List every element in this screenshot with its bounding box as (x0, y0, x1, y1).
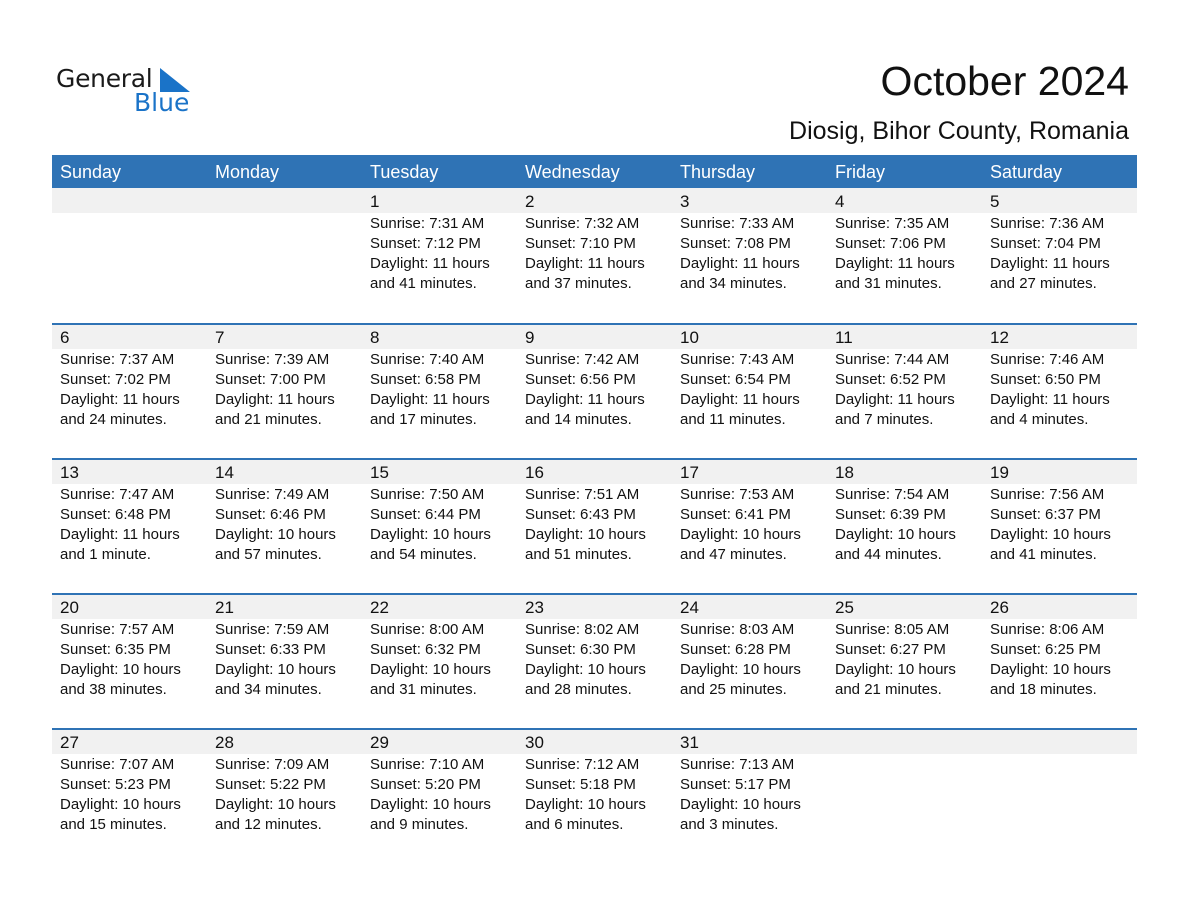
sunset-text: Sunset: 5:22 PM (215, 776, 326, 793)
daylight-minutes-text: and 18 minutes. (990, 681, 1097, 698)
sunset-text: Sunset: 6:58 PM (370, 371, 481, 388)
day-number: 22 (370, 598, 389, 617)
daylight-text: Daylight: 10 hours (60, 796, 181, 813)
day-number: 13 (60, 463, 79, 482)
week-row (52, 458, 1137, 593)
daylight-minutes-text: and 37 minutes. (525, 275, 632, 292)
day-number: 17 (680, 463, 699, 482)
daylight-minutes-text: and 12 minutes. (215, 816, 322, 833)
sunrise-text: Sunrise: 7:12 AM (525, 756, 640, 773)
day-number (835, 728, 982, 755)
day-number: 10 (680, 328, 699, 347)
day-cell (207, 323, 362, 430)
sunset-text: Sunset: 6:52 PM (835, 371, 946, 388)
day-cell (672, 728, 827, 835)
location-subtitle: Diosig, Bihor County, Romania (789, 117, 1129, 145)
day-cell (517, 728, 672, 835)
page-title: October 2024 (880, 58, 1129, 104)
calendar-grid (52, 155, 1137, 863)
daylight-text: Daylight: 11 hours (680, 255, 800, 272)
daylight-minutes-text: and 15 minutes. (60, 816, 167, 833)
sunset-text: Sunset: 6:56 PM (525, 371, 636, 388)
daylight-minutes-text: and 1 minute. (60, 546, 151, 563)
day-number: 19 (990, 463, 1009, 482)
day-number: 15 (370, 463, 389, 482)
daylight-text: Daylight: 11 hours (370, 391, 490, 408)
day-cell (827, 323, 982, 430)
daylight-minutes-text: and 41 minutes. (990, 546, 1097, 563)
sunrise-text: Sunrise: 7:09 AM (215, 756, 330, 773)
daylight-text: Daylight: 11 hours (525, 255, 645, 272)
sunset-text: Sunset: 6:35 PM (60, 641, 171, 658)
daylight-minutes-text: and 4 minutes. (990, 411, 1089, 428)
daylight-minutes-text: and 31 minutes. (370, 681, 477, 698)
daylight-minutes-text: and 31 minutes. (835, 275, 942, 292)
daylight-minutes-text: and 28 minutes. (525, 681, 632, 698)
daylight-text: Daylight: 10 hours (370, 526, 491, 543)
daylight-minutes-text: and 34 minutes. (215, 681, 322, 698)
day-number: 3 (680, 192, 690, 211)
sunrise-text: Sunrise: 7:49 AM (215, 486, 330, 503)
day-cell (982, 458, 1137, 565)
sunset-text: Sunset: 6:41 PM (680, 506, 791, 523)
sunset-text: Sunset: 7:06 PM (835, 235, 946, 252)
sunset-text: Sunset: 6:32 PM (370, 641, 481, 658)
daylight-text: Daylight: 10 hours (835, 526, 956, 543)
day-cell (517, 188, 672, 294)
daylight-text: Daylight: 11 hours (60, 526, 180, 543)
daylight-minutes-text: and 51 minutes. (525, 546, 632, 563)
sunrise-text: Sunrise: 7:46 AM (990, 351, 1105, 368)
sunset-text: Sunset: 6:44 PM (370, 506, 481, 523)
day-cell (207, 458, 362, 565)
daylight-minutes-text: and 7 minutes. (835, 411, 934, 428)
day-number: 12 (990, 328, 1009, 347)
weekday-monday: Monday (215, 162, 280, 182)
day-cell (517, 323, 672, 430)
daylight-minutes-text: and 41 minutes. (370, 275, 477, 292)
daylight-text: Daylight: 11 hours (990, 255, 1110, 272)
sunrise-text: Sunrise: 7:50 AM (370, 486, 485, 503)
day-cell (672, 323, 827, 430)
sunset-text: Sunset: 5:18 PM (525, 776, 636, 793)
sunset-text: Sunset: 6:46 PM (215, 506, 326, 523)
day-cell (362, 728, 517, 835)
daylight-text: Daylight: 11 hours (60, 391, 180, 408)
daylight-text: Daylight: 10 hours (990, 661, 1111, 678)
day-cell (52, 458, 207, 565)
sunrise-text: Sunrise: 7:37 AM (60, 351, 175, 368)
day-number: 21 (215, 598, 234, 617)
sunrise-text: Sunrise: 8:03 AM (680, 621, 795, 638)
daylight-text: Daylight: 10 hours (525, 796, 646, 813)
daylight-text: Daylight: 11 hours (990, 391, 1110, 408)
week-row (52, 728, 1137, 863)
day-cell (827, 593, 982, 700)
daylight-minutes-text: and 14 minutes. (525, 411, 632, 428)
day-cell (517, 593, 672, 700)
day-number: 29 (370, 733, 389, 752)
daylight-minutes-text: and 44 minutes. (835, 546, 942, 563)
day-number (215, 188, 362, 214)
day-number: 11 (835, 328, 853, 347)
sunset-text: Sunset: 6:39 PM (835, 506, 946, 523)
weekday-friday: Friday (835, 162, 886, 182)
day-cell (827, 728, 982, 835)
day-number: 30 (525, 733, 544, 752)
sunset-text: Sunset: 6:43 PM (525, 506, 636, 523)
sunrise-text: Sunrise: 7:51 AM (525, 486, 640, 503)
daylight-minutes-text: and 27 minutes. (990, 275, 1097, 292)
daylight-minutes-text: and 3 minutes. (680, 816, 779, 833)
daylight-text: Daylight: 10 hours (680, 796, 801, 813)
day-cell (362, 188, 517, 294)
day-cell (52, 188, 207, 294)
sunset-text: Sunset: 5:17 PM (680, 776, 791, 793)
daylight-minutes-text: and 25 minutes. (680, 681, 787, 698)
sunset-text: Sunset: 5:23 PM (60, 776, 171, 793)
day-number: 14 (215, 463, 234, 482)
daylight-minutes-text: and 21 minutes. (215, 411, 322, 428)
sunrise-text: Sunrise: 7:56 AM (990, 486, 1105, 503)
sunrise-text: Sunrise: 7:47 AM (60, 486, 175, 503)
sunset-text: Sunset: 7:02 PM (60, 371, 171, 388)
sunrise-text: Sunrise: 7:10 AM (370, 756, 485, 773)
sunrise-text: Sunrise: 7:42 AM (525, 351, 640, 368)
sunset-text: Sunset: 7:04 PM (990, 235, 1101, 252)
generalblue-logo (56, 64, 196, 120)
day-cell (827, 188, 982, 294)
weekday-wednesday: Wednesday (525, 162, 620, 182)
sunset-text: Sunset: 6:50 PM (990, 371, 1101, 388)
logo-text-blue: Blue (134, 88, 190, 117)
weekday-tuesday: Tuesday (370, 162, 439, 182)
weekday-thursday: Thursday (680, 162, 756, 182)
sunset-text: Sunset: 6:28 PM (680, 641, 791, 658)
daylight-minutes-text: and 6 minutes. (525, 816, 624, 833)
day-cell (52, 323, 207, 430)
day-cell (52, 593, 207, 700)
sunrise-text: Sunrise: 8:06 AM (990, 621, 1105, 638)
day-number: 7 (215, 328, 225, 347)
sunrise-text: Sunrise: 7:39 AM (215, 351, 330, 368)
weekday-sunday: Sunday (60, 162, 122, 182)
daylight-text: Daylight: 10 hours (370, 796, 491, 813)
daylight-text: Daylight: 10 hours (215, 526, 336, 543)
daylight-text: Daylight: 11 hours (835, 391, 955, 408)
sunrise-text: Sunrise: 7:33 AM (680, 215, 795, 232)
day-cell (362, 593, 517, 700)
daylight-minutes-text: and 34 minutes. (680, 275, 787, 292)
sunrise-text: Sunrise: 7:57 AM (60, 621, 175, 638)
weekday-header (52, 155, 1137, 188)
sunset-text: Sunset: 6:27 PM (835, 641, 946, 658)
sunrise-text: Sunrise: 7:44 AM (835, 351, 950, 368)
day-cell (672, 188, 827, 294)
sunrise-text: Sunrise: 7:35 AM (835, 215, 950, 232)
weekday-saturday: Saturday (990, 162, 1063, 182)
day-number: 2 (525, 192, 535, 211)
daylight-minutes-text: and 57 minutes. (215, 546, 322, 563)
day-cell (982, 323, 1137, 430)
sunrise-text: Sunrise: 8:05 AM (835, 621, 950, 638)
daylight-minutes-text: and 38 minutes. (60, 681, 167, 698)
daylight-text: Daylight: 10 hours (60, 661, 181, 678)
daylight-text: Daylight: 11 hours (835, 255, 955, 272)
day-number: 27 (60, 733, 79, 752)
day-cell (207, 593, 362, 700)
day-cell (517, 458, 672, 565)
day-number: 26 (990, 598, 1009, 617)
sunrise-text: Sunrise: 7:59 AM (215, 621, 330, 638)
day-number: 16 (525, 463, 544, 482)
daylight-text: Daylight: 11 hours (370, 255, 490, 272)
sunrise-text: Sunrise: 7:53 AM (680, 486, 795, 503)
daylight-text: Daylight: 10 hours (835, 661, 956, 678)
day-cell (982, 728, 1137, 835)
day-cell (207, 188, 362, 294)
daylight-minutes-text: and 21 minutes. (835, 681, 942, 698)
sunrise-text: Sunrise: 7:32 AM (525, 215, 640, 232)
day-cell (672, 593, 827, 700)
day-number: 25 (835, 598, 854, 617)
sunset-text: Sunset: 7:10 PM (525, 235, 636, 252)
week-row (52, 188, 1137, 323)
sunrise-text: Sunrise: 8:00 AM (370, 621, 485, 638)
logo-text-general: General (56, 64, 153, 93)
daylight-text: Daylight: 10 hours (680, 661, 801, 678)
day-number: 9 (525, 328, 535, 347)
sunrise-text: Sunrise: 7:43 AM (680, 351, 795, 368)
daylight-text: Daylight: 10 hours (525, 661, 646, 678)
sunset-text: Sunset: 6:25 PM (990, 641, 1101, 658)
day-number: 8 (370, 328, 380, 347)
day-number: 1 (370, 192, 380, 211)
daylight-text: Daylight: 10 hours (370, 661, 491, 678)
sunrise-text: Sunrise: 7:07 AM (60, 756, 175, 773)
sunrise-text: Sunrise: 7:36 AM (990, 215, 1105, 232)
day-number (990, 728, 1137, 755)
daylight-minutes-text: and 54 minutes. (370, 546, 477, 563)
daylight-text: Daylight: 11 hours (525, 391, 645, 408)
daylight-text: Daylight: 10 hours (525, 526, 646, 543)
day-number: 5 (990, 192, 1000, 211)
daylight-text: Daylight: 10 hours (215, 796, 336, 813)
day-number: 23 (525, 598, 544, 617)
daylight-minutes-text: and 11 minutes. (680, 411, 786, 428)
sunrise-text: Sunrise: 7:54 AM (835, 486, 950, 503)
daylight-text: Daylight: 11 hours (215, 391, 335, 408)
week-row (52, 593, 1137, 728)
sunset-text: Sunset: 7:00 PM (215, 371, 326, 388)
week-row (52, 323, 1137, 458)
sunrise-text: Sunrise: 7:31 AM (370, 215, 485, 232)
sunset-text: Sunset: 6:30 PM (525, 641, 636, 658)
sunrise-text: Sunrise: 8:02 AM (525, 621, 640, 638)
daylight-minutes-text: and 47 minutes. (680, 546, 787, 563)
daylight-text: Daylight: 10 hours (215, 661, 336, 678)
sunrise-text: Sunrise: 7:40 AM (370, 351, 485, 368)
day-number: 18 (835, 463, 854, 482)
day-cell (982, 593, 1137, 700)
day-number: 4 (835, 192, 845, 211)
sunset-text: Sunset: 5:20 PM (370, 776, 481, 793)
sunset-text: Sunset: 6:54 PM (680, 371, 791, 388)
day-cell (982, 188, 1137, 294)
day-cell (52, 728, 207, 835)
daylight-text: Daylight: 10 hours (680, 526, 801, 543)
daylight-text: Daylight: 10 hours (990, 526, 1111, 543)
sunset-text: Sunset: 7:08 PM (680, 235, 791, 252)
daylight-minutes-text: and 24 minutes. (60, 411, 167, 428)
day-cell (207, 728, 362, 835)
daylight-minutes-text: and 17 minutes. (370, 411, 477, 428)
day-number: 6 (60, 328, 70, 347)
daylight-minutes-text: and 9 minutes. (370, 816, 469, 833)
day-cell (362, 458, 517, 565)
day-number (60, 188, 207, 214)
day-cell (672, 458, 827, 565)
sunset-text: Sunset: 6:37 PM (990, 506, 1101, 523)
sunset-text: Sunset: 7:12 PM (370, 235, 481, 252)
day-number: 24 (680, 598, 699, 617)
day-number: 20 (60, 598, 79, 617)
daylight-text: Daylight: 11 hours (680, 391, 800, 408)
sunrise-text: Sunrise: 7:13 AM (680, 756, 795, 773)
day-cell (827, 458, 982, 565)
day-number: 28 (215, 733, 234, 752)
sunset-text: Sunset: 6:33 PM (215, 641, 326, 658)
day-number: 31 (680, 733, 699, 752)
sunset-text: Sunset: 6:48 PM (60, 506, 171, 523)
day-cell (362, 323, 517, 430)
